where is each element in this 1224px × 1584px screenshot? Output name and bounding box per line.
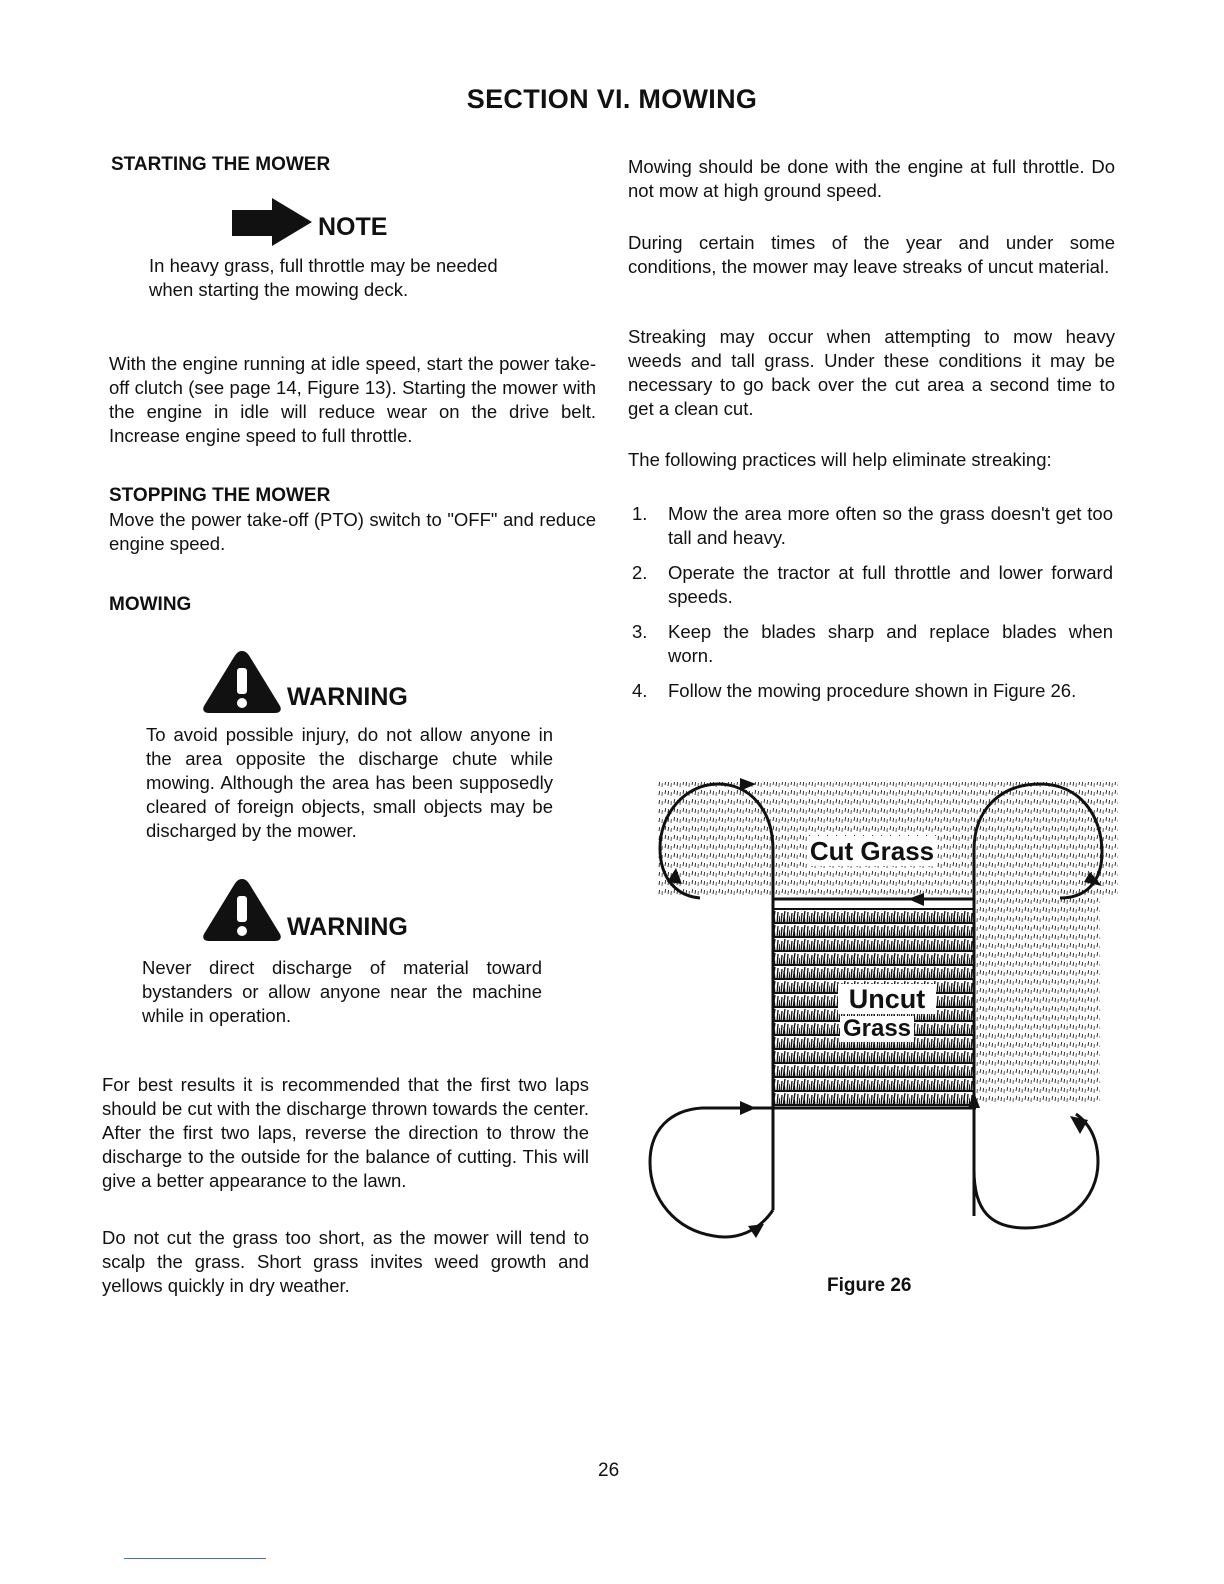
stopping-paragraph: Move the power take-off (PTO) switch to "OFF" and reduce engine speed. [109, 509, 596, 554]
note-text-line-1: In heavy grass, full throttle may be needed [149, 255, 498, 276]
note-text-line-2: when starting the mowing deck. [149, 279, 409, 300]
cut-grass-label: Cut Grass [809, 836, 935, 866]
page-title: SECTION VI. MOWING [466, 84, 758, 114]
warning-1-label: WARNING [287, 683, 408, 711]
best-results-paragraph: For best results it is recommended that the first two laps should be cut with the discharge thrown towards the center. After the first two laps, reverse the direction to throw the discharge to the outside for the balance of cutting. This will give a better appearance to the lawn. [102, 1074, 589, 1191]
short-grass-paragraph: Do not cut the grass too short, as the mower will tend to scalp the grass. Short grass invites weed growth and yellows quickly in dry weather. [102, 1227, 589, 1296]
uncut-grass-label-2: Grass [842, 1015, 912, 1042]
note-label: NOTE [318, 213, 388, 241]
list-number: 3. [632, 621, 648, 642]
right-paragraph-1: Mowing should be done with the engine at full throttle. Do not mow at high ground speed. [628, 156, 1115, 201]
cut-grass-strip [974, 898, 1100, 1104]
list-number: 1. [632, 503, 648, 524]
warning-2-text: Never direct discharge of material toward bystanders or allow anyone near the machine while in operation. [142, 957, 542, 1026]
uncut-grass-label-1: Uncut [848, 984, 926, 1014]
list-number: 2. [632, 562, 648, 583]
warning-1-text: To avoid possible injury, do not allow anyone in the area opposite the discharge chute while mowing. Although the area has been supposedly cleared of foreign objects, small objects may be discharged by the mower. [146, 724, 553, 841]
arrow-right-icon [232, 196, 314, 248]
right-paragraph-4: The following practices will help eliminate streaking: [628, 449, 1052, 470]
list-item: Keep the blades sharp and replace blades when worn. [668, 621, 1113, 666]
right-paragraph-2: During certain times of the year and under some conditions, the mower may leave streaks of uncut material. [628, 232, 1115, 277]
warning-2-label: WARNING [287, 913, 408, 941]
right-paragraph-3: Streaking may occur when attempting to mow heavy weeds and tall grass. Under these conditions it may be necessary to go back over the cut area a second time to get a clean cut. [628, 326, 1115, 419]
stopping-heading: STOPPING THE MOWER [109, 485, 331, 506]
footer-rule [124, 1558, 266, 1559]
mowing-heading: MOWING [109, 594, 192, 615]
mowing-pattern-figure [640, 770, 1120, 1260]
page-number: 26 [598, 1460, 620, 1481]
starting-paragraph: With the engine running at idle speed, start the power take-off clutch (see page 14, Figure 13). Starting the mower with the engine in idle will reduce wear on the drive belt. Increase engine speed to full throttle. [109, 353, 596, 446]
warning-icon [201, 876, 283, 942]
figure-caption: Figure 26 [827, 1275, 912, 1296]
warning-icon [201, 648, 283, 714]
list-item: Operate the tractor at full throttle and lower forward speeds. [668, 562, 1113, 607]
starting-heading: STARTING THE MOWER [111, 154, 331, 175]
list-item: Mow the area more often so the grass doesn't get too tall and heavy. [668, 503, 1113, 548]
list-number: 4. [632, 680, 648, 701]
list-item: Follow the mowing procedure shown in Figure 26. [668, 680, 1077, 701]
